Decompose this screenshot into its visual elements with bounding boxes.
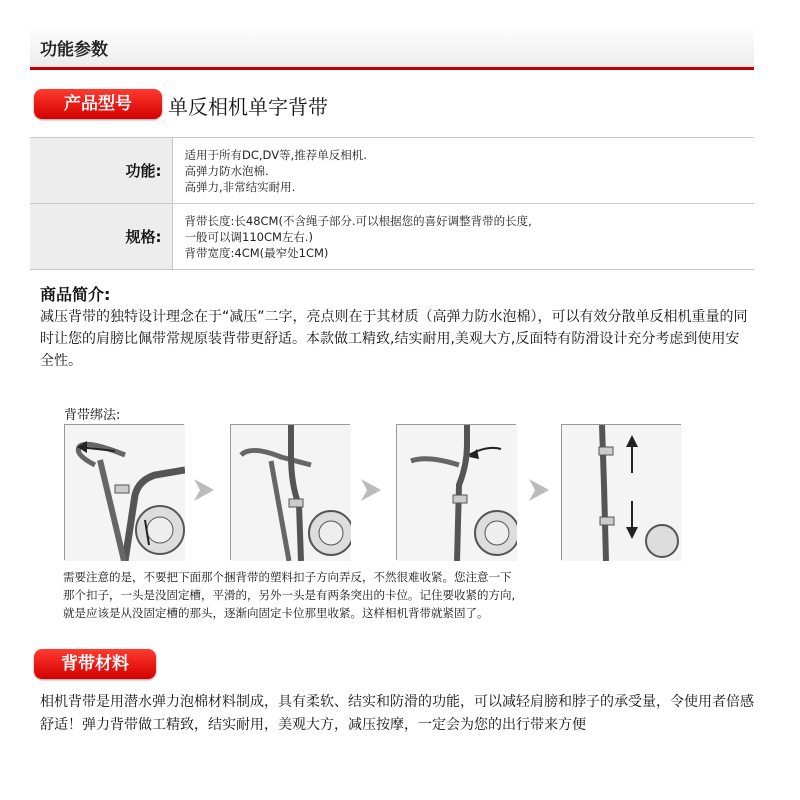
binding-note-line: 就是应该是从没固定槽的那头，逐渐向固定卡位那里收紧。这样相机背带就紧固了。 (63, 606, 489, 620)
section-header-title: 功能参数 (40, 40, 108, 60)
product-model-badge: 产品型号 (34, 89, 162, 119)
spec-line: 背带宽度:4CM(最窄处1CM) (184, 245, 329, 260)
intro-text: 减压背带的独特设计理念在于“减压”二字，亮点则在于其材质（高弹力防水泡棉），可以有效分散单反相机重量的同时让您的肩膀比佩带常规原装背带更舒适。本款做工精致,结实耐用,美观大方,反面特有防滑设计充分考虑到使用安全性。 (40, 309, 748, 369)
spec-line: 适用于所有DC,DV等,推荐单反相机. (184, 147, 367, 162)
material-badge: 背带材料 (34, 649, 156, 679)
binding-note-line: 需要注意的是，不要把下面那个捆背带的塑料扣子方向弄反，不然很难收紧。您注意一下 (63, 570, 512, 584)
spec-row-function (30, 138, 754, 204)
binding-step-1-image (64, 424, 184, 560)
spec-value (172, 138, 754, 204)
spec-table (30, 137, 754, 270)
next-step-arrow-icon (527, 475, 551, 505)
intro-title: 商品简介: (40, 285, 111, 304)
spec-line: 一般可以调110CM左右.) (184, 229, 314, 244)
spec-value (172, 204, 754, 270)
spec-row-size (30, 204, 754, 270)
binding-note-line: 那个扣子，一头是没固定槽，平滑的，另外一头是有两条突出的卡位。记住要收紧的方向, (63, 588, 516, 602)
spec-line: 背带长度:长48CM(不含绳子部分.可以根据您的喜好调整背带的长度, (184, 213, 532, 228)
next-step-arrow-icon (192, 475, 216, 505)
material-text: 相机背带是用潜水弹力泡棉材料制成，具有柔软、结实和防滑的功能，可以减轻肩膀和脖子的承受量，令使用者倍感舒适！弹力背带做工精致，结实耐用，美观大方，减压按摩，一定会为您的出行带来方便 (40, 694, 754, 733)
binding-note (63, 568, 663, 622)
binding-title: 背带绑法: (64, 408, 121, 423)
spec-line: 高弹力,非常结实耐用. (184, 179, 296, 194)
product-name: 单反相机单字背带 (168, 95, 328, 119)
binding-step-3-image (396, 424, 516, 560)
next-step-arrow-icon (359, 475, 383, 505)
binding-step-4-image (561, 424, 681, 560)
spec-line: 高弹力防水泡棉. (184, 163, 269, 178)
binding-step-2-image (230, 424, 350, 560)
spec-key: 功能: (30, 138, 172, 204)
spec-key: 规格: (30, 204, 172, 270)
section-header (30, 24, 754, 70)
